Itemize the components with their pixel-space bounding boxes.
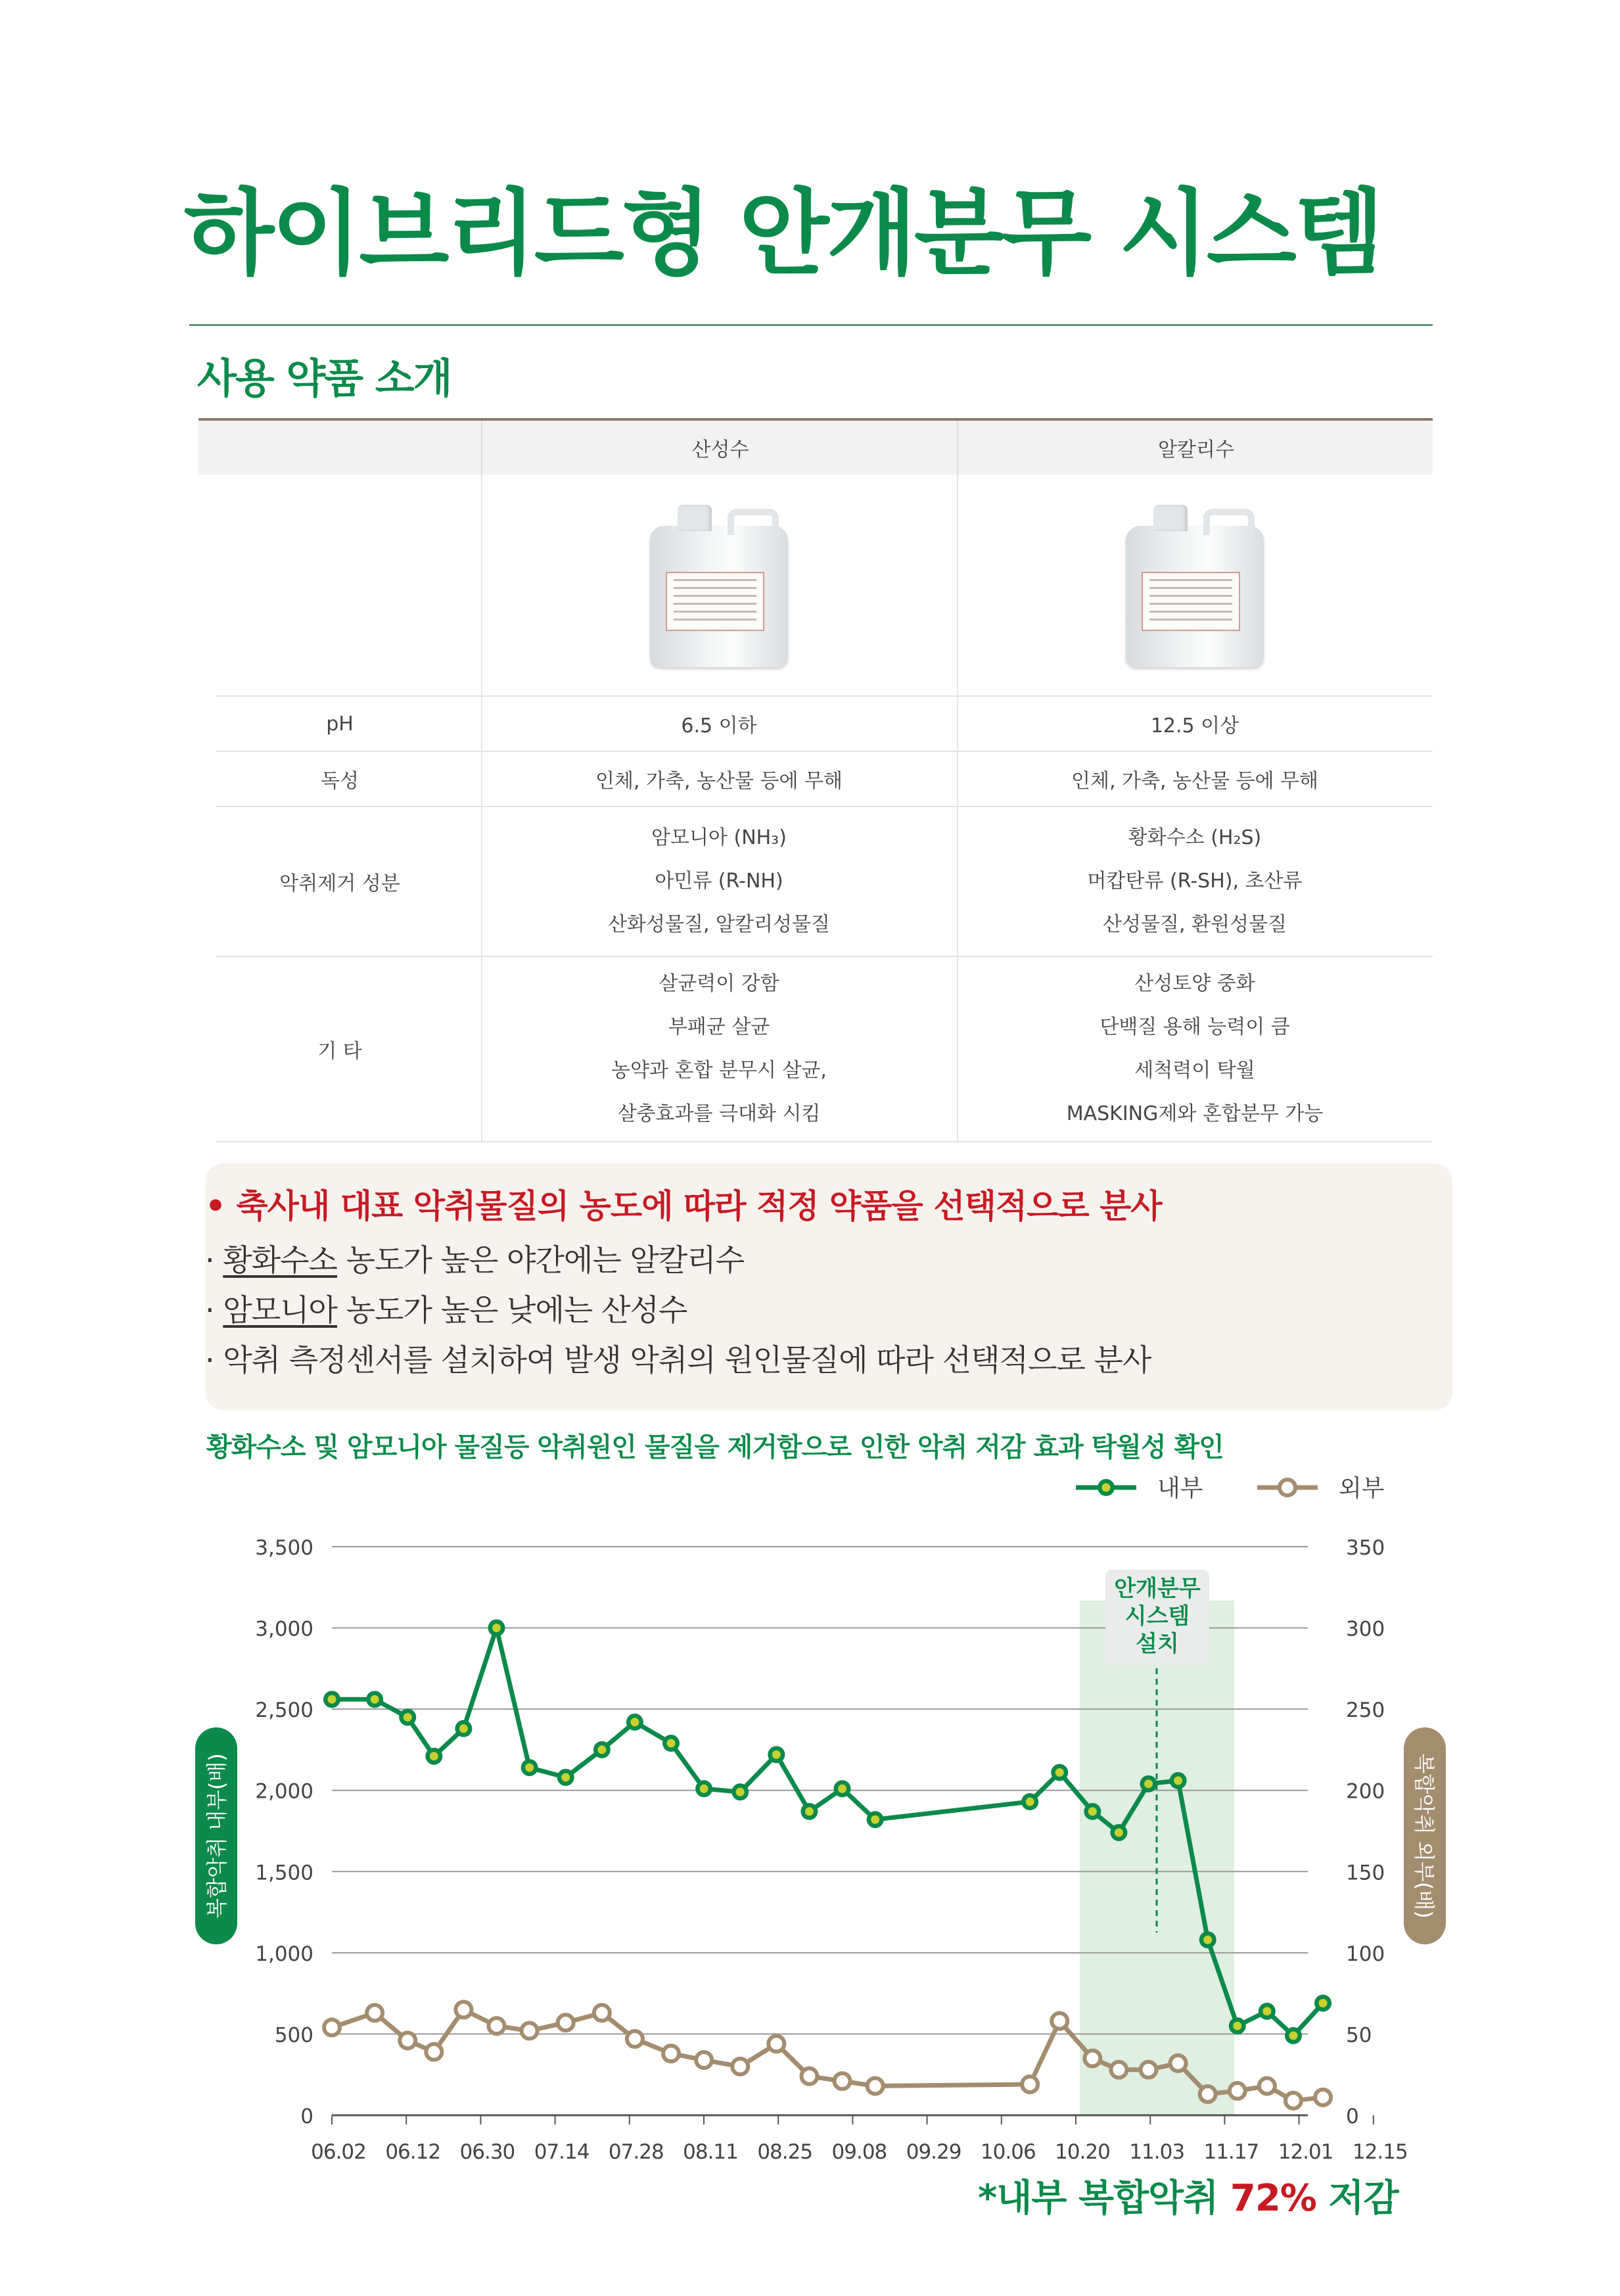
row-label-removal: 악취제거 성분 xyxy=(279,872,400,895)
data-point-outer xyxy=(1084,2051,1100,2067)
acid-etc-line: 살균력이 강함 xyxy=(659,972,779,995)
data-point-inner-center xyxy=(1262,2007,1271,2015)
y-left-tick-label: 1,500 xyxy=(255,1861,313,1885)
data-point-inner-center xyxy=(430,1752,438,1760)
data-point-outer xyxy=(594,2005,610,2021)
y-right-tick-label: 0 xyxy=(1346,2105,1359,2128)
column-divider xyxy=(481,475,482,1141)
acid-etc xyxy=(481,957,957,1141)
alkali-removal-line: 황화수소 (H₂S) xyxy=(1128,826,1262,849)
x-tick-label: 07.14 xyxy=(534,2140,590,2164)
table-header-acid: 산성수 xyxy=(481,421,958,475)
data-point-outer xyxy=(801,2069,817,2084)
data-point-inner-center xyxy=(630,1718,639,1726)
data-point-outer xyxy=(1022,2076,1038,2092)
table-row-removal xyxy=(198,807,1433,956)
y-right-axis-label xyxy=(1404,1727,1446,1944)
section-title: 사용 약품 소개 xyxy=(197,354,451,402)
y-right-tick-label: 100 xyxy=(1346,1942,1385,1966)
alkali-jug-image xyxy=(957,475,1433,695)
x-tick-label: 11.03 xyxy=(1129,2140,1185,2164)
data-point-outer xyxy=(627,2031,643,2047)
callout-item-nh3: · 암모니아 농도가 높은 낮에는 산성수 xyxy=(205,1292,687,1328)
data-point-inner-center xyxy=(1174,1776,1182,1785)
x-tick-label: 06.02 xyxy=(311,2140,366,2164)
legend-label: 내부 xyxy=(1157,1475,1203,1502)
data-point-outer xyxy=(1315,2090,1331,2105)
x-tick-label: 12.15 xyxy=(1352,2140,1408,2164)
reduction-value: 72% xyxy=(1230,2177,1316,2220)
chart-title: 황화수소 및 암모니아 물질등 악취원인 물질을 제거함으로 인한 악취 저감 효과 탁월성 확인 xyxy=(206,1432,1224,1463)
alkali-etc-line: MASKING제와 혼합분무 가능 xyxy=(1066,1102,1324,1125)
x-tick-label: 06.30 xyxy=(459,2140,515,2164)
data-point-inner-center xyxy=(371,1695,379,1704)
y-left-tick-label: 2,500 xyxy=(255,1699,313,1723)
data-point-outer xyxy=(1285,2093,1301,2109)
x-tick-label: 07.28 xyxy=(608,2140,664,2164)
y-left-tick-label: 3,500 xyxy=(255,1536,313,1560)
y-right-tick-label: 300 xyxy=(1346,1617,1385,1641)
table-header-blank xyxy=(198,421,481,475)
callout-item-h2s: · 황화수소 농도가 높은 야간에는 알칼리수 xyxy=(205,1242,745,1278)
y-right-tick-label: 200 xyxy=(1346,1779,1385,1804)
alkali-etc-line: 단백질 용해 능력이 큼 xyxy=(1099,1016,1290,1039)
y-right-tick-label: 50 xyxy=(1346,2023,1372,2048)
x-tick-label: 09.29 xyxy=(906,2140,961,2164)
row-divider xyxy=(216,1141,1433,1142)
acid-etc-line: 농약과 혼합 분무시 살균, xyxy=(611,1059,827,1082)
data-point-inner-center xyxy=(1115,1828,1123,1837)
acid-removal xyxy=(481,807,957,956)
data-point-outer xyxy=(663,2046,679,2061)
data-point-inner-center xyxy=(492,1624,501,1632)
data-point-outer xyxy=(1200,2086,1216,2102)
alkali-ph: 12.5 이상 xyxy=(1150,715,1239,738)
table-header-row xyxy=(198,418,1433,475)
alkali-etc-line: 산성토양 중화 xyxy=(1134,972,1255,995)
data-point-inner-center xyxy=(404,1713,412,1722)
acid-etc-line: 부패균 살균 xyxy=(668,1016,770,1039)
table-row-ph xyxy=(198,697,1433,751)
acid-removal-line: 암모니아 (NH₃) xyxy=(651,826,787,849)
data-point-inner-center xyxy=(1055,1768,1064,1777)
data-point-inner-center xyxy=(1289,2031,1297,2040)
data-point-outer xyxy=(732,2059,748,2074)
data-point-outer xyxy=(1141,2062,1157,2078)
data-point-inner-center xyxy=(1026,1798,1034,1806)
data-point-outer xyxy=(768,2036,784,2051)
data-point-outer xyxy=(1230,2083,1245,2099)
data-point-outer xyxy=(1052,2013,1067,2029)
y-left-tick-label: 0 xyxy=(300,2105,313,2128)
y-right-tick-label: 250 xyxy=(1346,1699,1385,1723)
selection-callout xyxy=(205,1163,1452,1411)
installation-annotation-text: 설치 xyxy=(1136,1631,1179,1657)
data-point-inner-center xyxy=(1088,1807,1097,1816)
data-point-inner-center xyxy=(871,1816,879,1824)
table-header-alkali: 알칼리수 xyxy=(957,421,1434,475)
data-point-outer xyxy=(324,2020,340,2036)
reduction-footnote: *내부 복합악취 72% 저감 xyxy=(978,2177,1399,2220)
callout-headline: • 축사내 대표 악취물질의 농도에 따라 적정 약품을 선택적으로 분사 xyxy=(205,1187,1162,1225)
data-point-outer xyxy=(696,2052,712,2068)
data-point-outer xyxy=(1111,2062,1126,2078)
x-tick-label: 10.20 xyxy=(1055,2140,1110,2164)
data-point-inner-center xyxy=(772,1750,781,1759)
x-tick-label: 08.25 xyxy=(757,2140,813,2164)
installation-annotation-text: 시스템 xyxy=(1124,1603,1190,1629)
page-title: 하이브리드형 안개분무 시스템 xyxy=(184,179,1382,288)
data-point-inner-center xyxy=(736,1788,745,1796)
acid-removal-line: 아민류 (R-NH) xyxy=(655,870,783,893)
acid-toxicity: 인체, 가축, 농산물 등에 무해 xyxy=(595,770,843,793)
data-point-inner-center xyxy=(805,1807,814,1816)
data-point-outer xyxy=(426,2044,442,2060)
y-left-axis-label xyxy=(195,1727,237,1944)
y-left-axis-label-text: 복합악취 내부(배) xyxy=(204,1753,229,1919)
y-left-tick-label: 2,000 xyxy=(255,1779,313,1804)
legend-label: 외부 xyxy=(1339,1475,1385,1502)
data-point-outer xyxy=(455,2002,471,2017)
data-point-outer xyxy=(1170,2055,1186,2071)
data-point-outer xyxy=(868,2078,883,2094)
alkali-removal-line: 머캅탄류 (R-SH), 초산류 xyxy=(1087,870,1303,893)
data-point-inner-center xyxy=(1319,1999,1328,2007)
data-point-inner-center xyxy=(1233,2022,1241,2030)
installation-annotation-text: 안개분무 xyxy=(1114,1576,1201,1602)
data-point-outer xyxy=(558,2015,574,2030)
title-divider xyxy=(189,324,1433,326)
x-tick-label: 11.17 xyxy=(1203,2140,1259,2164)
row-label-ph: pH xyxy=(326,712,354,736)
alkali-removal xyxy=(957,807,1433,956)
x-tick-label: 10.06 xyxy=(980,2140,1036,2164)
alkali-etc xyxy=(957,957,1433,1141)
data-point-inner-center xyxy=(328,1695,336,1704)
legend-swatch-marker-center xyxy=(1102,1484,1111,1492)
y-left-tick-label: 3,000 xyxy=(255,1617,313,1641)
keyword-h2s: 황화수소 xyxy=(223,1242,337,1278)
alkali-toxicity: 인체, 가축, 농산물 등에 무해 xyxy=(1071,770,1318,793)
row-label-toxicity: 독성 xyxy=(321,770,359,793)
data-point-outer xyxy=(367,2005,382,2021)
alkali-removal-line: 산성물질, 환원성물질 xyxy=(1103,913,1287,936)
table-row-etc xyxy=(198,957,1433,1141)
keyword-nh3: 암모니아 xyxy=(223,1292,337,1328)
data-point-inner-center xyxy=(1203,1936,1212,1944)
data-point-inner-center xyxy=(1144,1779,1153,1788)
legend-swatch-marker xyxy=(1280,1480,1295,1495)
acid-jug-image xyxy=(481,475,957,695)
data-point-inner-center xyxy=(700,1785,708,1793)
data-point-inner-center xyxy=(459,1724,468,1733)
data-point-inner-center xyxy=(525,1764,534,1772)
acid-etc-line: 살충효과를 극대화 시킴 xyxy=(617,1102,821,1125)
y-right-tick-label: 150 xyxy=(1346,1861,1385,1885)
column-divider xyxy=(957,475,958,1141)
x-tick-label: 09.08 xyxy=(831,2140,887,2164)
data-point-outer xyxy=(400,2032,415,2048)
table-row-toxicity xyxy=(198,752,1433,806)
row-label-etc: 기 타 xyxy=(317,1040,362,1063)
data-point-outer xyxy=(522,2023,538,2038)
data-point-outer xyxy=(489,2018,505,2034)
table-image-row xyxy=(198,475,1433,695)
y-left-tick-label: 500 xyxy=(274,2023,313,2048)
y-right-tick-label: 350 xyxy=(1346,1536,1385,1560)
y-left-tick-label: 1,000 xyxy=(255,1942,313,1966)
data-point-inner-center xyxy=(597,1745,606,1754)
data-point-inner-center xyxy=(667,1739,676,1748)
x-tick-label: 12.01 xyxy=(1278,2140,1333,2164)
data-point-inner-center xyxy=(561,1773,570,1781)
odor-line-chart xyxy=(0,1446,1620,2169)
callout-item-sensor: · 악취 측정센서를 설치하여 발생 악취의 원인물질에 따라 선택적으로 분사 xyxy=(205,1342,1151,1378)
acid-removal-line: 산화성물질, 알칼리성물질 xyxy=(608,913,830,936)
acid-ph: 6.5 이하 xyxy=(681,715,757,738)
data-point-outer xyxy=(835,2073,850,2089)
alkali-etc-line: 세척력이 탁월 xyxy=(1134,1059,1255,1082)
y-right-axis-label-text: 복합악취 외부(배) xyxy=(1412,1753,1437,1919)
data-point-outer xyxy=(1259,2078,1275,2094)
data-point-inner-center xyxy=(838,1785,846,1793)
x-tick-label: 08.11 xyxy=(683,2140,738,2164)
x-tick-label: 06.12 xyxy=(385,2140,441,2164)
